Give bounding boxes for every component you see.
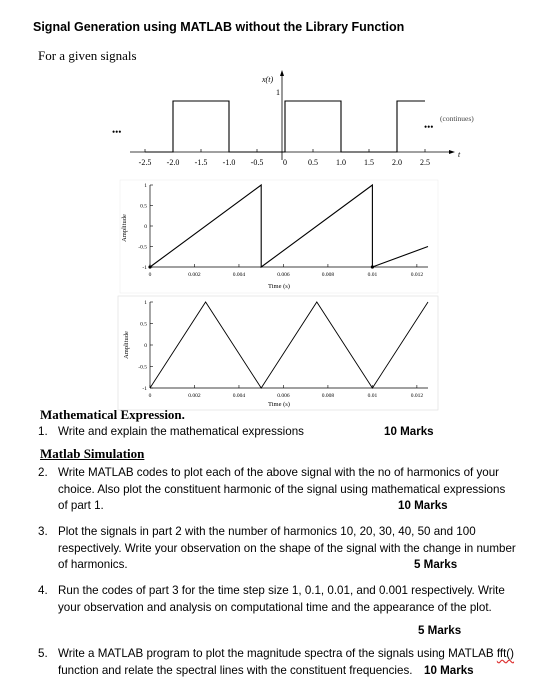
square-x-tick-label: -1.5 bbox=[194, 158, 208, 167]
question-3-line-2: respectively. Write your observation on the shape of the signal with the change in number bbox=[58, 541, 516, 555]
question-3-number: 3. bbox=[38, 525, 48, 538]
square-y-label: x(t) bbox=[262, 75, 274, 84]
square-y-tick-label: 1 bbox=[276, 88, 280, 97]
continues-label: (continues) bbox=[440, 114, 474, 123]
triangle-y-tick-label: 0.5 bbox=[140, 321, 147, 328]
square-x-tick-label: 1.5 bbox=[364, 158, 374, 167]
question-1-number: 1. bbox=[38, 425, 48, 438]
left-continuation-dots: ••• bbox=[112, 127, 122, 137]
question-4-number: 4. bbox=[38, 584, 48, 597]
question-1-marks: 10 Marks bbox=[384, 425, 434, 438]
sawtooth-x-tick-label: 0.008 bbox=[321, 272, 335, 278]
triangle-y-tick-label: -1 bbox=[142, 386, 147, 392]
sawtooth-y-tick-label: -0.5 bbox=[138, 244, 147, 251]
sawtooth-y-tick-label: -1 bbox=[142, 265, 147, 271]
question-2-line-1: Write MATLAB codes to plot each of the above signal with the no of harmonics of your bbox=[58, 466, 500, 479]
right-continuation-dots: ••• bbox=[424, 122, 434, 132]
sawtooth-x-tick-label: 0.002 bbox=[188, 272, 201, 278]
question-2-line-2: choice. Also plot the constituent harmonic of the signal using mathematical expressions bbox=[58, 482, 506, 496]
question-4-line-1: Run the codes of part 3 for the time step size 1, 0.1, 0.01, and 0.001 respectively. Write bbox=[58, 584, 505, 597]
question-3-line-3: of harmonics. bbox=[58, 558, 128, 571]
sawtooth-y-label: Amplitude bbox=[121, 214, 128, 242]
fft-function-name: fft() bbox=[496, 647, 515, 660]
section-matlab-simulation: Matlab Simulation bbox=[40, 446, 145, 461]
triangle-x-label: Time (s) bbox=[268, 401, 290, 408]
question-3-line-1: Plot the signals in part 2 with the number of harmonics 10, 20, 30, 40, 50 and 100 bbox=[58, 525, 476, 538]
square-x-tick-label: 0.5 bbox=[308, 158, 318, 167]
triangle-y-tick-label: 1 bbox=[144, 300, 147, 306]
question-5-line-2: function and relate the spectral lines with the constituent frequencies. bbox=[58, 663, 413, 677]
question-5 bbox=[38, 646, 518, 682]
question-5-line-1-text: Write a MATLAB program to plot the magnitude spectra of the signals using MATLAB bbox=[58, 647, 497, 660]
square-x-tick-label: -2.0 bbox=[166, 158, 180, 167]
sawtooth-y-tick-label: 0.5 bbox=[140, 203, 147, 210]
intro-text: For a given signals bbox=[38, 48, 137, 63]
square-x-tick-label: 0 bbox=[283, 158, 287, 167]
question-4 bbox=[38, 583, 518, 637]
sawtooth-x-tick-label: 0 bbox=[148, 272, 152, 278]
question-3 bbox=[38, 524, 518, 574]
triangle-x-tick-label: 0.006 bbox=[277, 393, 290, 399]
question-3-marks: 5 Marks bbox=[414, 558, 458, 571]
sawtooth-y-tick-label: 1 bbox=[144, 183, 147, 189]
square-x-tick-label: 2.5 bbox=[420, 158, 430, 167]
square-x-axis-label: t bbox=[458, 150, 461, 159]
triangle-y-tick-label: -0.5 bbox=[138, 364, 147, 371]
square-x-tick-label: 2.0 bbox=[392, 158, 402, 167]
question-2-line-3: of part 1. bbox=[58, 499, 104, 512]
question-2-marks: 10 Marks bbox=[398, 499, 448, 512]
question-2 bbox=[38, 465, 518, 515]
triangle-x-tick-label: 0.008 bbox=[321, 393, 335, 399]
sawtooth-x-tick-label: 0.006 bbox=[277, 272, 290, 278]
triangle-x-tick-label: 0.004 bbox=[232, 393, 246, 399]
section-mathematical-expression: Mathematical Expression. bbox=[40, 407, 185, 422]
question-4-line-2: your observation and analysis on computational time and the appearance of the plot. bbox=[58, 600, 492, 614]
sawtooth-x-tick-label: 0.012 bbox=[410, 272, 424, 278]
sawtooth-x-label: Time (s) bbox=[268, 283, 290, 290]
triangle-y-label: Amplitude bbox=[123, 331, 130, 359]
square-x-tick-label: -1.0 bbox=[222, 158, 236, 167]
sawtooth-x-tick-label: 0.004 bbox=[232, 272, 246, 278]
question-5-marks: 10 Marks bbox=[424, 663, 474, 677]
triangle-x-tick-label: 0.002 bbox=[188, 393, 201, 399]
square-x-tick-label: -2.5 bbox=[138, 158, 152, 167]
triangle-x-tick-label: 0.012 bbox=[410, 393, 424, 399]
question-5-line-1 bbox=[58, 646, 514, 663]
question-2-number: 2. bbox=[38, 466, 48, 479]
sawtooth-x-tick-label: 0.01 bbox=[367, 272, 378, 278]
triangle-x-tick-label: 0.01 bbox=[367, 393, 378, 399]
sawtooth-y-tick-label: 0 bbox=[144, 224, 147, 230]
square-x-tick-label: 1.0 bbox=[336, 158, 346, 167]
question-1-text: Write and explain the mathematical expressions bbox=[58, 425, 304, 438]
triangle-y-tick-label: 0 bbox=[144, 343, 147, 349]
triangle-x-tick-label: 0 bbox=[148, 393, 152, 399]
page-title: Signal Generation using MATLAB without the Library Function bbox=[33, 20, 405, 34]
square-x-tick-label: -0.5 bbox=[250, 158, 264, 167]
question-5-number: 5. bbox=[38, 647, 48, 660]
question-4-marks: 5 Marks bbox=[418, 624, 462, 637]
